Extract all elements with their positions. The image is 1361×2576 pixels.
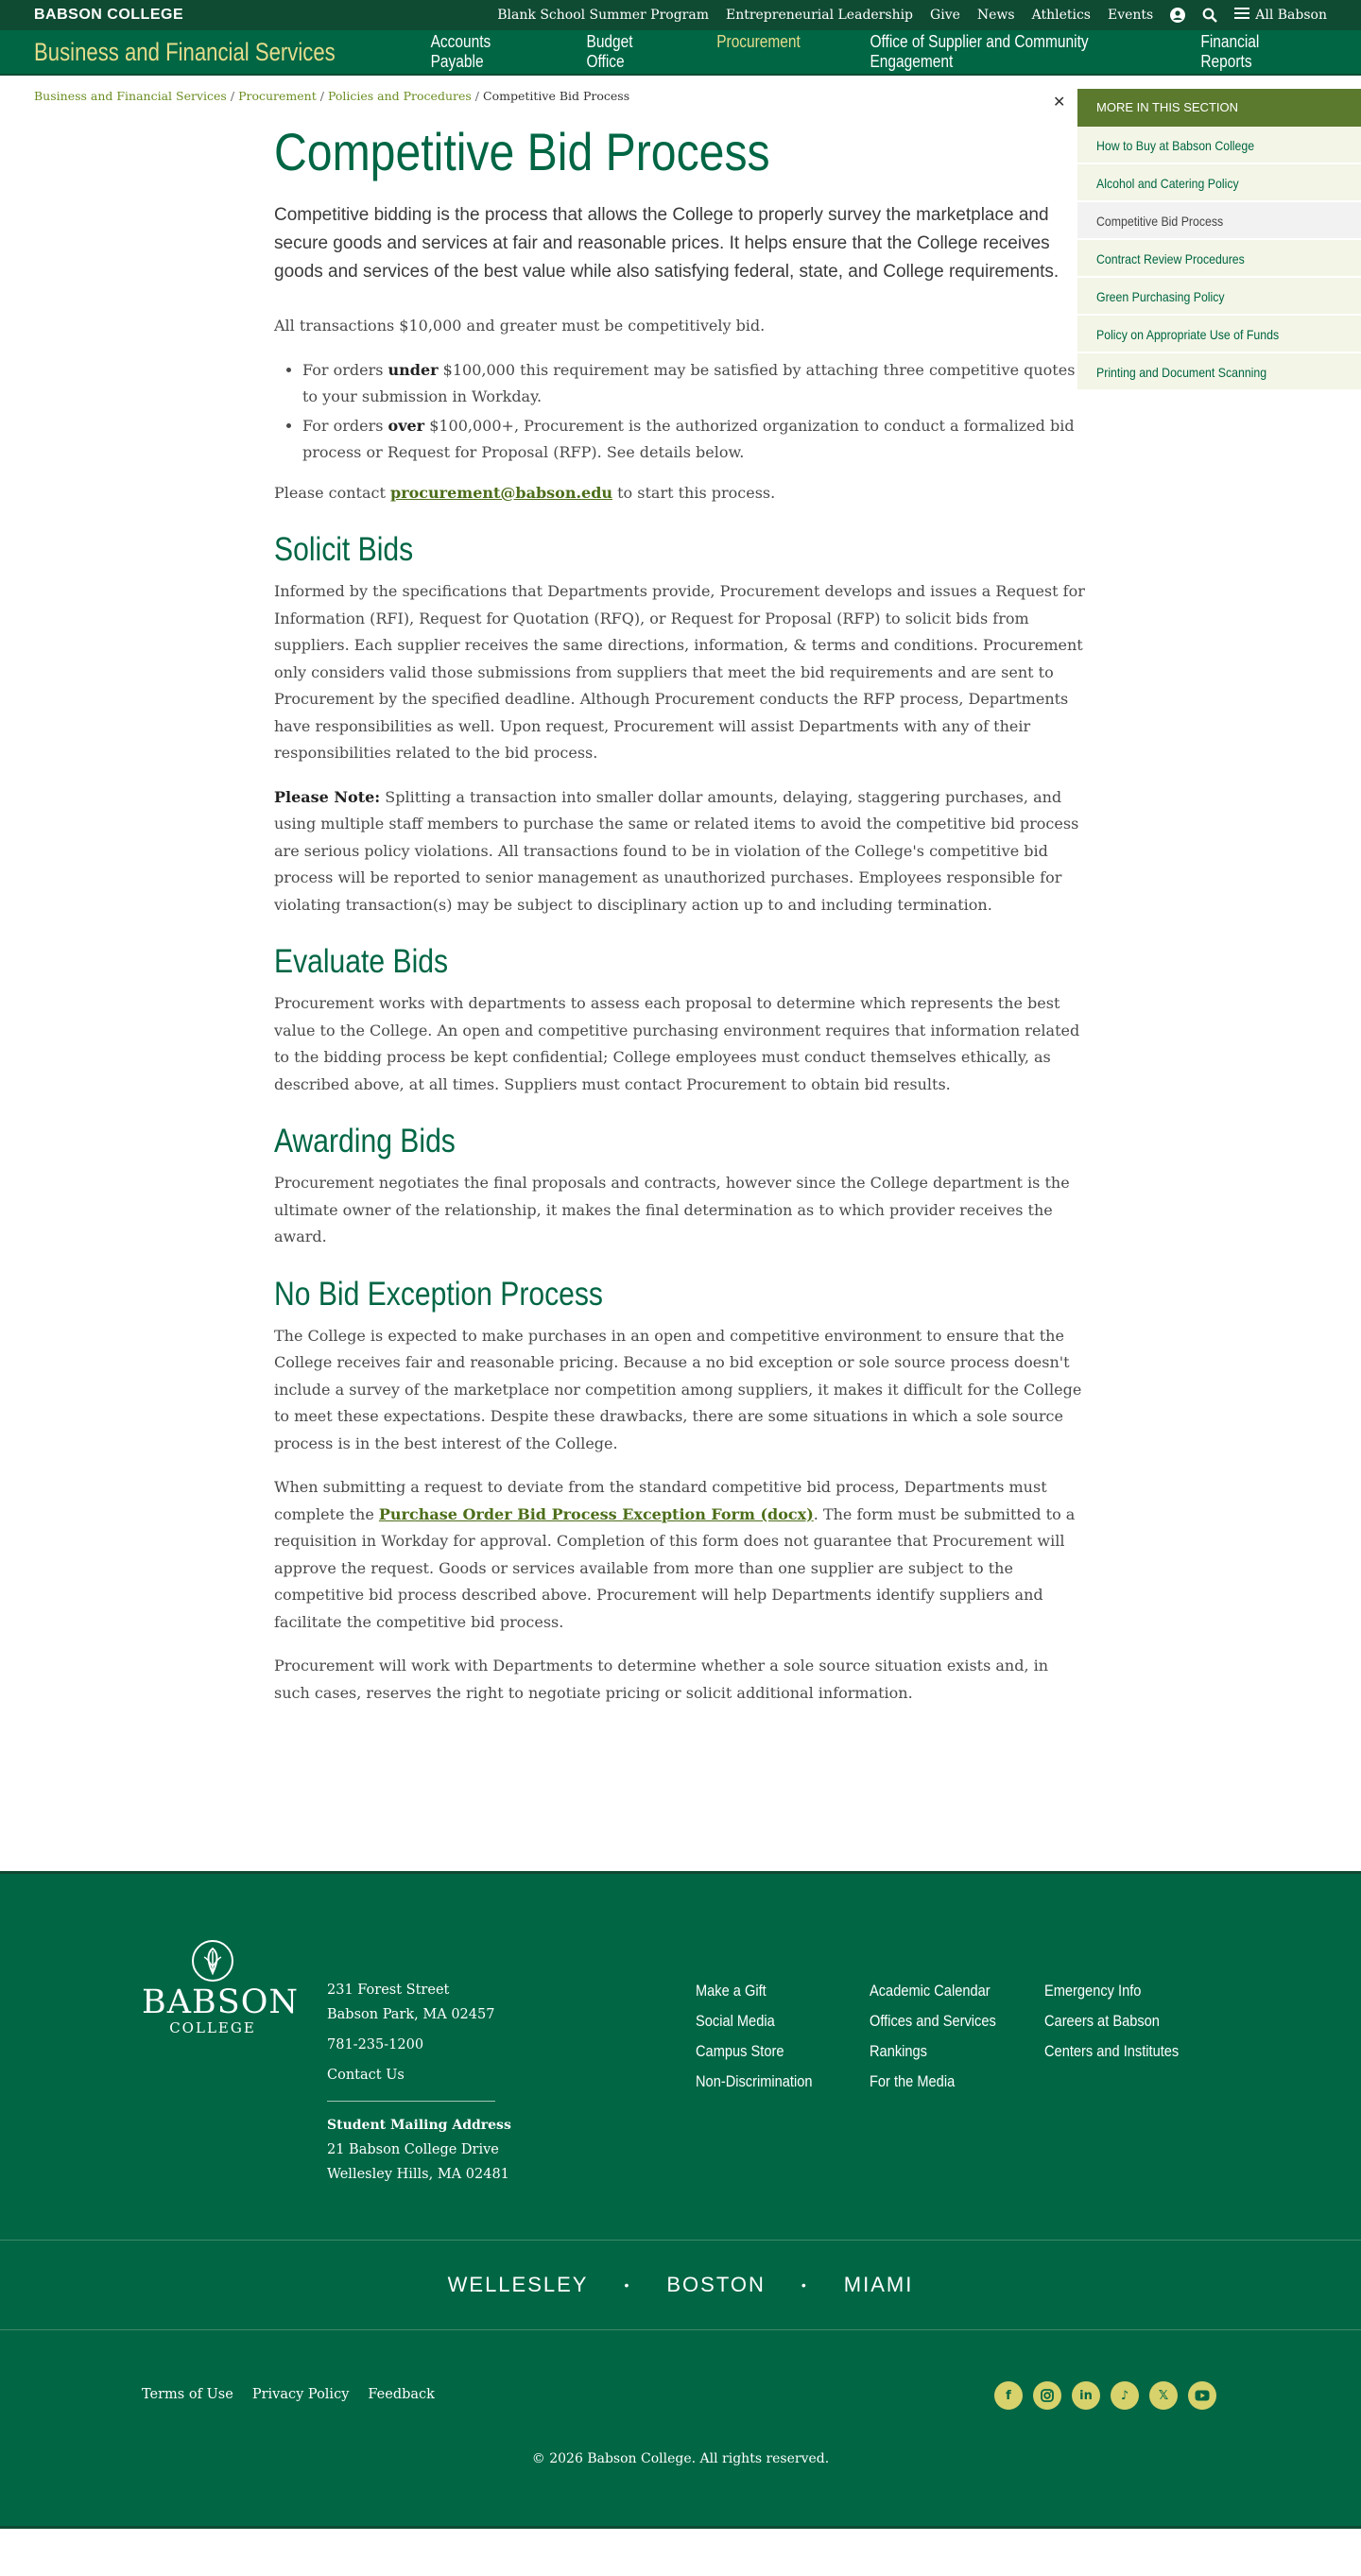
breadcrumb-procurement[interactable]: Procurement <box>238 89 317 103</box>
site-nav <box>0 30 1361 76</box>
address-line: Babson Park, MA 02457 <box>327 2007 495 2022</box>
footer-link-non-discrimination[interactable]: Non-Discrimination <box>696 2072 813 2090</box>
footer-main <box>0 1871 1361 2240</box>
instagram-icon[interactable] <box>1033 2381 1061 2410</box>
footer-link-for-media[interactable]: For the Media <box>870 2072 956 2090</box>
brand-logo[interactable]: BABSON COLLEGE <box>34 7 184 23</box>
main-content <box>274 121 1087 1724</box>
footer-link-careers[interactable]: Careers at Babson <box>1044 2012 1160 2030</box>
footer-link-emergency-info[interactable]: Emergency Info <box>1044 1982 1142 2000</box>
footer-link-social-media[interactable]: Social Media <box>696 2012 775 2030</box>
nav-financial-reports[interactable]: Financial Reports <box>1200 32 1260 71</box>
site-menu <box>402 32 1327 72</box>
mailing-label: Student Mailing Address <box>327 2118 511 2133</box>
section-heading-evaluate-bids: Evaluate Bids <box>274 943 449 980</box>
section-heading-solicit-bids: Solicit Bids <box>274 531 414 568</box>
nav-supplier-community-engagement[interactable]: Office of Supplier and Community Engagement <box>870 32 1089 71</box>
threshold-text: All transactions $10,000 and greater must be competitively bid. <box>274 317 766 335</box>
sidebar-item-green-purchasing[interactable]: Green Purchasing Policy <box>1077 278 1361 316</box>
footer-bottom <box>0 2330 1361 2529</box>
youtube-icon[interactable] <box>1188 2381 1216 2410</box>
page-title: Competitive Bid Process <box>274 122 770 181</box>
footer-link-make-gift[interactable]: Make a Gift <box>696 1982 767 2000</box>
address-line: 231 Forest Street <box>327 1983 450 1998</box>
bullet-separator: • <box>624 2277 631 2293</box>
x-icon[interactable]: 𝕏 <box>1149 2381 1178 2410</box>
legal-links <box>142 2387 435 2402</box>
footer-contact-link[interactable]: Contact Us <box>327 2068 405 2083</box>
footer-links-col-1 <box>696 1976 832 2097</box>
top-bar <box>0 0 1361 30</box>
section-heading-no-bid-exception: No Bid Exception Process <box>274 1275 603 1313</box>
campus-miami: MIAMI <box>843 2273 914 2296</box>
tiktok-icon[interactable]: ♪ <box>1111 2381 1139 2410</box>
exception-form-link[interactable]: Purchase Order Bid Process Exception Form (docx) <box>378 1504 814 1523</box>
footer-logo-college: COLLEGE <box>169 2019 256 2036</box>
footer-link-centers-institutes[interactable]: Centers and Institutes <box>1044 2042 1180 2060</box>
nav-procurement[interactable]: Procurement <box>715 32 801 51</box>
utility-link-news[interactable]: News <box>976 8 1015 23</box>
footer-links-col-2 <box>870 1976 1017 2097</box>
list-item: • For orders over $100,000+, Procurement is the authorized organization to conduct a formalized bid process or Request for Proposal (RFP). See details below. <box>302 413 1087 467</box>
campus-boston: BOSTON <box>666 2273 766 2296</box>
utility-link-entrepreneurial-leadership[interactable]: Entrepreneurial Leadership <box>725 8 914 23</box>
sidebar-item-alcohol-catering[interactable]: Alcohol and Catering Policy <box>1077 164 1361 202</box>
site-title[interactable]: Business and Financial Services <box>34 37 336 66</box>
utility-link-give[interactable]: Give <box>930 8 960 23</box>
section-sidebar <box>1077 89 1361 391</box>
utility-link-summer-program[interactable]: Blank School Summer Program <box>497 8 709 23</box>
order-rules-list <box>302 357 1087 467</box>
breadcrumb-business-financial-services[interactable]: Business and Financial Services <box>34 89 227 103</box>
page-body <box>0 76 1361 1871</box>
footer-link-academic-calendar[interactable]: Academic Calendar <box>870 1982 991 2000</box>
breadcrumb-current: Competitive Bid Process <box>483 89 630 103</box>
section-heading-awarding-bids: Awarding Bids <box>274 1123 456 1159</box>
sidebar-item-printing-scanning[interactable]: Printing and Document Scanning <box>1077 353 1361 391</box>
footer-link-offices-services[interactable]: Offices and Services <box>870 2012 996 2030</box>
social-links <box>994 2381 1216 2410</box>
sidebar-item-competitive-bid[interactable]: Competitive Bid Process <box>1077 202 1361 240</box>
mailing-line: Wellesley Hills, MA 02481 <box>327 2167 509 2182</box>
footer-address <box>327 1978 511 2187</box>
terms-of-use-link[interactable]: Terms of Use <box>142 2387 233 2402</box>
solicit-bids-text: Informed by the specifications that Departments provide, Procurement develops and issues a Request for Information (RFI), Request for Quotation (RFQ), or Request for Proposal (RFP) to solicit bids from suppliers. Each supplier receives the same directions, information, & terms and conditions. Procurement only considers valid those submissions from suppliers that meet the bid requirements and are sent to Procurement by the specified deadline. Although Procurement conducts the RFP process, Departments have responsibilities as well. Upon request, Procurement will assist Departments with any of their responsibilities related to the bid process. <box>274 582 1085 762</box>
breadcrumb-separator: / <box>319 89 324 103</box>
search-icon[interactable] <box>1202 8 1217 23</box>
breadcrumb-policies-procedures[interactable]: Policies and Procedures <box>327 89 472 103</box>
all-babson-label: All Babson <box>1255 8 1327 23</box>
bullet-separator: • <box>801 2277 808 2293</box>
feedback-link[interactable]: Feedback <box>368 2387 435 2402</box>
no-bid-text-1: The College is expected to make purchases in an open and competitive environment to ensure that the College receives fair and reasonable pricing. Because a no bid exception or sole source process doesn't include a survey of the marketplace nor competition among suppliers, it makes it difficult for the College to meet these expectations. Despite these drawbacks, there are some situations in which a sole source process is in the best interest of the College. <box>274 1326 1082 1452</box>
utility-link-athletics[interactable]: Athletics <box>1031 8 1091 23</box>
breadcrumb-separator: / <box>474 89 480 103</box>
breadcrumb <box>34 89 629 103</box>
contact-text: Please contact procurement@babson.edu to start this process. <box>274 483 776 502</box>
campus-wellesley: WELLESLEY <box>447 2273 589 2296</box>
site-footer <box>0 1871 1361 2529</box>
footer-logo[interactable] <box>142 1940 300 2036</box>
no-bid-text-3: Procurement will work with Departments to determine whether a sole source situation exists and, in such cases, reserves the right to negotiate pricing or solicit additional information. <box>274 1657 1049 1702</box>
sidebar-item-contract-review[interactable]: Contract Review Procedures <box>1077 240 1361 278</box>
footer-link-rankings[interactable]: Rankings <box>870 2042 927 2060</box>
please-note-text: Please Note: Splitting a transaction into smaller dollar amounts, delaying, staggering purchases, and using multiple staff members to purchase the same or related items to avoid the competitive bid process are serious policy violations. All transactions found to be in violation of the College's competitive bid process will be reported to senior management as unauthorized purchases. Employees responsible for violating transaction(s) may be subject to disciplinary action up to and including termination. <box>274 787 1079 914</box>
babson-seal-icon <box>192 1940 233 1982</box>
campus-locations <box>0 2240 1361 2330</box>
footer-link-campus-store[interactable]: Campus Store <box>696 2042 784 2060</box>
footer-links-col-3 <box>1044 1976 1200 2067</box>
procurement-email-link[interactable]: procurement@babson.edu <box>390 483 613 502</box>
evaluate-bids-text: Procurement works with departments to assess each proposal to determine which represents the best value to the College. An open and competitive purchasing environment requires that information related to the bidding process be kept confidential; College employees must conduct themselves ethically, as described above, at all times. Suppliers must contact Procurement to obtain bid results. <box>274 994 1080 1093</box>
linkedin-icon[interactable]: in <box>1072 2381 1100 2410</box>
no-bid-text-2: When submitting a request to deviate from the standard competitive bid process, Departments must complete the Purchase Order Bid Process Exception Form (docx). The form must be submitted to a requisition in Workday for approval. Completion of this form does not guarantee that Procurement will approve the request. Goods or services available from more than one supplier are subject to the competitive bid process described above. Procurement will help Departments identify suppliers and facilitate the competitive bid process. <box>274 1478 1076 1631</box>
footer-divider <box>327 2101 495 2102</box>
footer-phone[interactable]: 781-235-1200 <box>327 2037 424 2052</box>
list-item: • For orders under $100,000 this requirement may be satisfied by attaching three competitive quotes to your submission in Workday. <box>302 357 1087 411</box>
close-icon[interactable]: ✕ <box>1053 93 1066 111</box>
hamburger-icon <box>1234 7 1249 24</box>
sidebar-item-how-to-buy[interactable]: How to Buy at Babson College <box>1077 127 1361 164</box>
nav-budget-office[interactable]: Budget Office <box>586 32 633 71</box>
privacy-policy-link[interactable]: Privacy Policy <box>251 2387 350 2402</box>
sidebar-heading: MORE IN THIS SECTION <box>1077 89 1361 127</box>
all-babson-menu[interactable] <box>1234 7 1327 24</box>
facebook-icon[interactable]: f <box>994 2381 1023 2410</box>
utility-links <box>497 7 1327 24</box>
utility-link-events[interactable]: Events <box>1108 8 1154 23</box>
awarding-bids-text: Procurement negotiates the final proposals and contracts, however since the College department is the ultimate owner of the relationship, it makes the final determination as to which provider receives the award. <box>274 1174 1070 1245</box>
breadcrumb-separator: / <box>230 89 235 103</box>
nav-accounts-payable[interactable]: Accounts Payable <box>430 32 491 71</box>
sidebar-item-appropriate-use-funds[interactable]: Policy on Appropriate Use of Funds <box>1077 316 1361 353</box>
lead-paragraph: Competitive bidding is the process that allows the College to properly survey the marketplace and secure goods and services at fair and reasonable prices. It helps ensure that the College receives goods and services of the best value while also satisfying federal, state, and College requirements. <box>274 205 1060 282</box>
user-icon[interactable] <box>1170 8 1185 23</box>
copyright-text: © 2026 Babson College. All rights reserved. <box>531 2451 830 2466</box>
footer-logo-name: BABSON <box>142 1984 300 2021</box>
mailing-line: 21 Babson College Drive <box>327 2142 499 2157</box>
